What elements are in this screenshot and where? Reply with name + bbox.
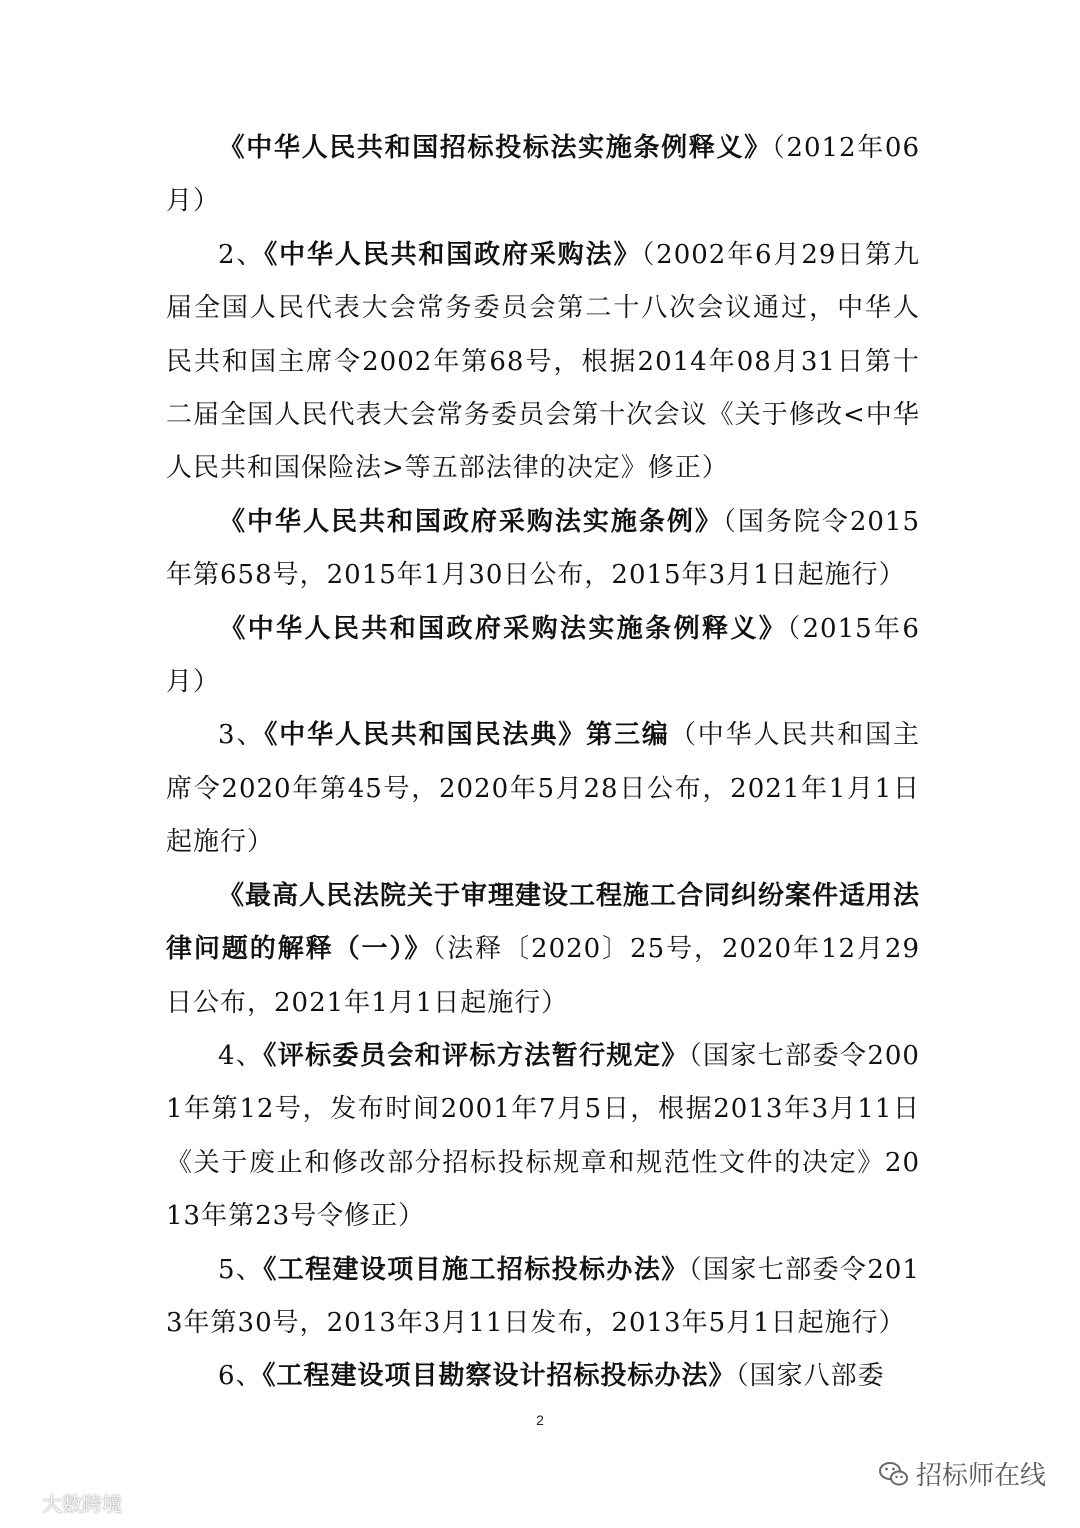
paragraph-text: （国家七部委令2013年第30号，2013年3月11日发布，2013年5月1日起施行）	[166, 1254, 920, 1338]
paragraph-text: （2015年6月）	[166, 613, 920, 698]
paragraph-lead: 4、	[218, 1040, 264, 1071]
weibo-icon	[8, 1491, 38, 1515]
document-title: 《工程建设项目勘察设计招标投标办法》	[262, 1361, 736, 1392]
watermark-right	[878, 1455, 1046, 1492]
paragraph-lead: 2、	[218, 239, 265, 270]
document-title: 《中华人民共和国民法典》第三编	[264, 720, 670, 751]
paragraph-text: （国家七部委令2001年第12号，发布时间2001年7月5日，根据2013年3月11日《关于废止和修改部分招标投标规章和规范性文件的决定》2013年第23号令修正）	[166, 1040, 920, 1232]
paragraph-text: （2002年6月29日第九届全国人民代表大会常务委员会第二十八次会议通过，中华人民共和国主席令2002年第68号，根据2014年08月31日第十二届全国人民代表大会常务委员会第十次会议《关于修改<中华人民共和国保险法>等五部法律的决定》修正）	[166, 239, 920, 484]
paragraph	[0, 1030, 920, 1244]
document-body	[0, 122, 1080, 1404]
document-title: 《中华人民共和国政府采购法实施条例释义》	[218, 613, 788, 644]
paragraph	[0, 1350, 920, 1403]
paragraph	[0, 229, 920, 496]
paragraph	[0, 1244, 920, 1351]
paragraph	[0, 122, 920, 229]
document-title: 《中华人民共和国政府采购法实施条例》	[218, 506, 723, 537]
wechat-icon	[878, 1460, 910, 1488]
paragraph	[0, 603, 920, 710]
paragraph	[0, 496, 920, 603]
paragraph-lead: 6、	[218, 1361, 263, 1392]
paragraph-lead: 5、	[218, 1254, 264, 1285]
paragraph-text: （国家八部委	[735, 1361, 885, 1392]
document-title: 《评标委员会和评标方法暂行规定》	[263, 1040, 689, 1071]
paragraph-text: （中华人民共和国主席令2020年第45号，2020年5月28日公布，2021年1月1日起施行）	[166, 720, 920, 858]
paragraph	[0, 870, 920, 1030]
document-title: 《最高人民法院关于审理建设工程施工合同纠纷案件适用法律问题的解释（一）》	[166, 880, 921, 965]
paragraph	[0, 709, 920, 869]
watermark-left-text: 大数跨境	[42, 1492, 122, 1516]
document-title: 《工程建设项目施工招标投标办法》	[263, 1254, 689, 1285]
page-number: 2	[536, 1412, 544, 1428]
watermark-right-text: 招标师在线	[915, 1461, 1046, 1491]
paragraph-text: （2012年06月）	[166, 133, 920, 217]
paragraph-lead: 3、	[218, 720, 265, 751]
paragraph-text: （法释〔2020〕25号，2020年12月29日公布，2021年1月1日起施行）	[166, 934, 920, 1018]
document-title: 《中华人民共和国政府采购法》	[264, 239, 642, 270]
watermark-left	[8, 1488, 122, 1517]
document-title: 《中华人民共和国招标投标法实施条例释义》	[218, 133, 772, 163]
paragraph-text: （国务院令2015年第658号，2015年1月30日公布，2015年3月1日起施行）	[166, 506, 920, 591]
